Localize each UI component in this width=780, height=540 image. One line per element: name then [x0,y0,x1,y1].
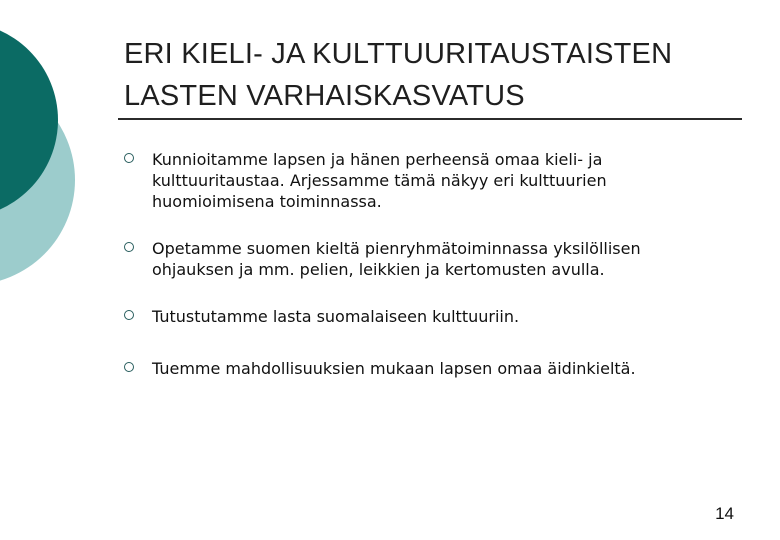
bullet-item [124,238,744,280]
bullet-list [124,149,744,379]
bullet-circle-icon [124,153,134,163]
decorative-circles [0,0,120,300]
title-line-2: LASTEN VARHAISKASVATUS [124,80,525,112]
slide-title [124,33,744,117]
bullet-text: Opetamme suomen kieltä pienryhmätoiminnassa yksilöllisen ohjauksen ja mm. pelien, leikkien ja kertomusten avulla. [152,239,641,279]
title-line-1: ERI KIELI- JA KULTTUURITAUSTAISTEN [124,38,673,70]
bullet-item [124,149,744,212]
bullet-text: Tuemme mahdollisuuksien mukaan lapsen omaa äidinkieltä. [152,359,636,378]
title-divider [118,118,742,120]
bullet-item [124,306,744,327]
bullet-circle-icon [124,242,134,252]
bullet-item [124,358,744,379]
bullet-circle-icon [124,310,134,320]
bullet-text: Tutustutamme lasta suomalaiseen kulttuuriin. [152,307,520,326]
bullet-circle-icon [124,362,134,372]
page-number: 14 [715,504,734,523]
bullet-text: Kunnioitamme lapsen ja hänen perheensä omaa kieli- ja kulttuuritaustaa. Arjessamme tämä näkyy eri kulttuurien huomioimisena toiminnassa. [152,150,607,211]
